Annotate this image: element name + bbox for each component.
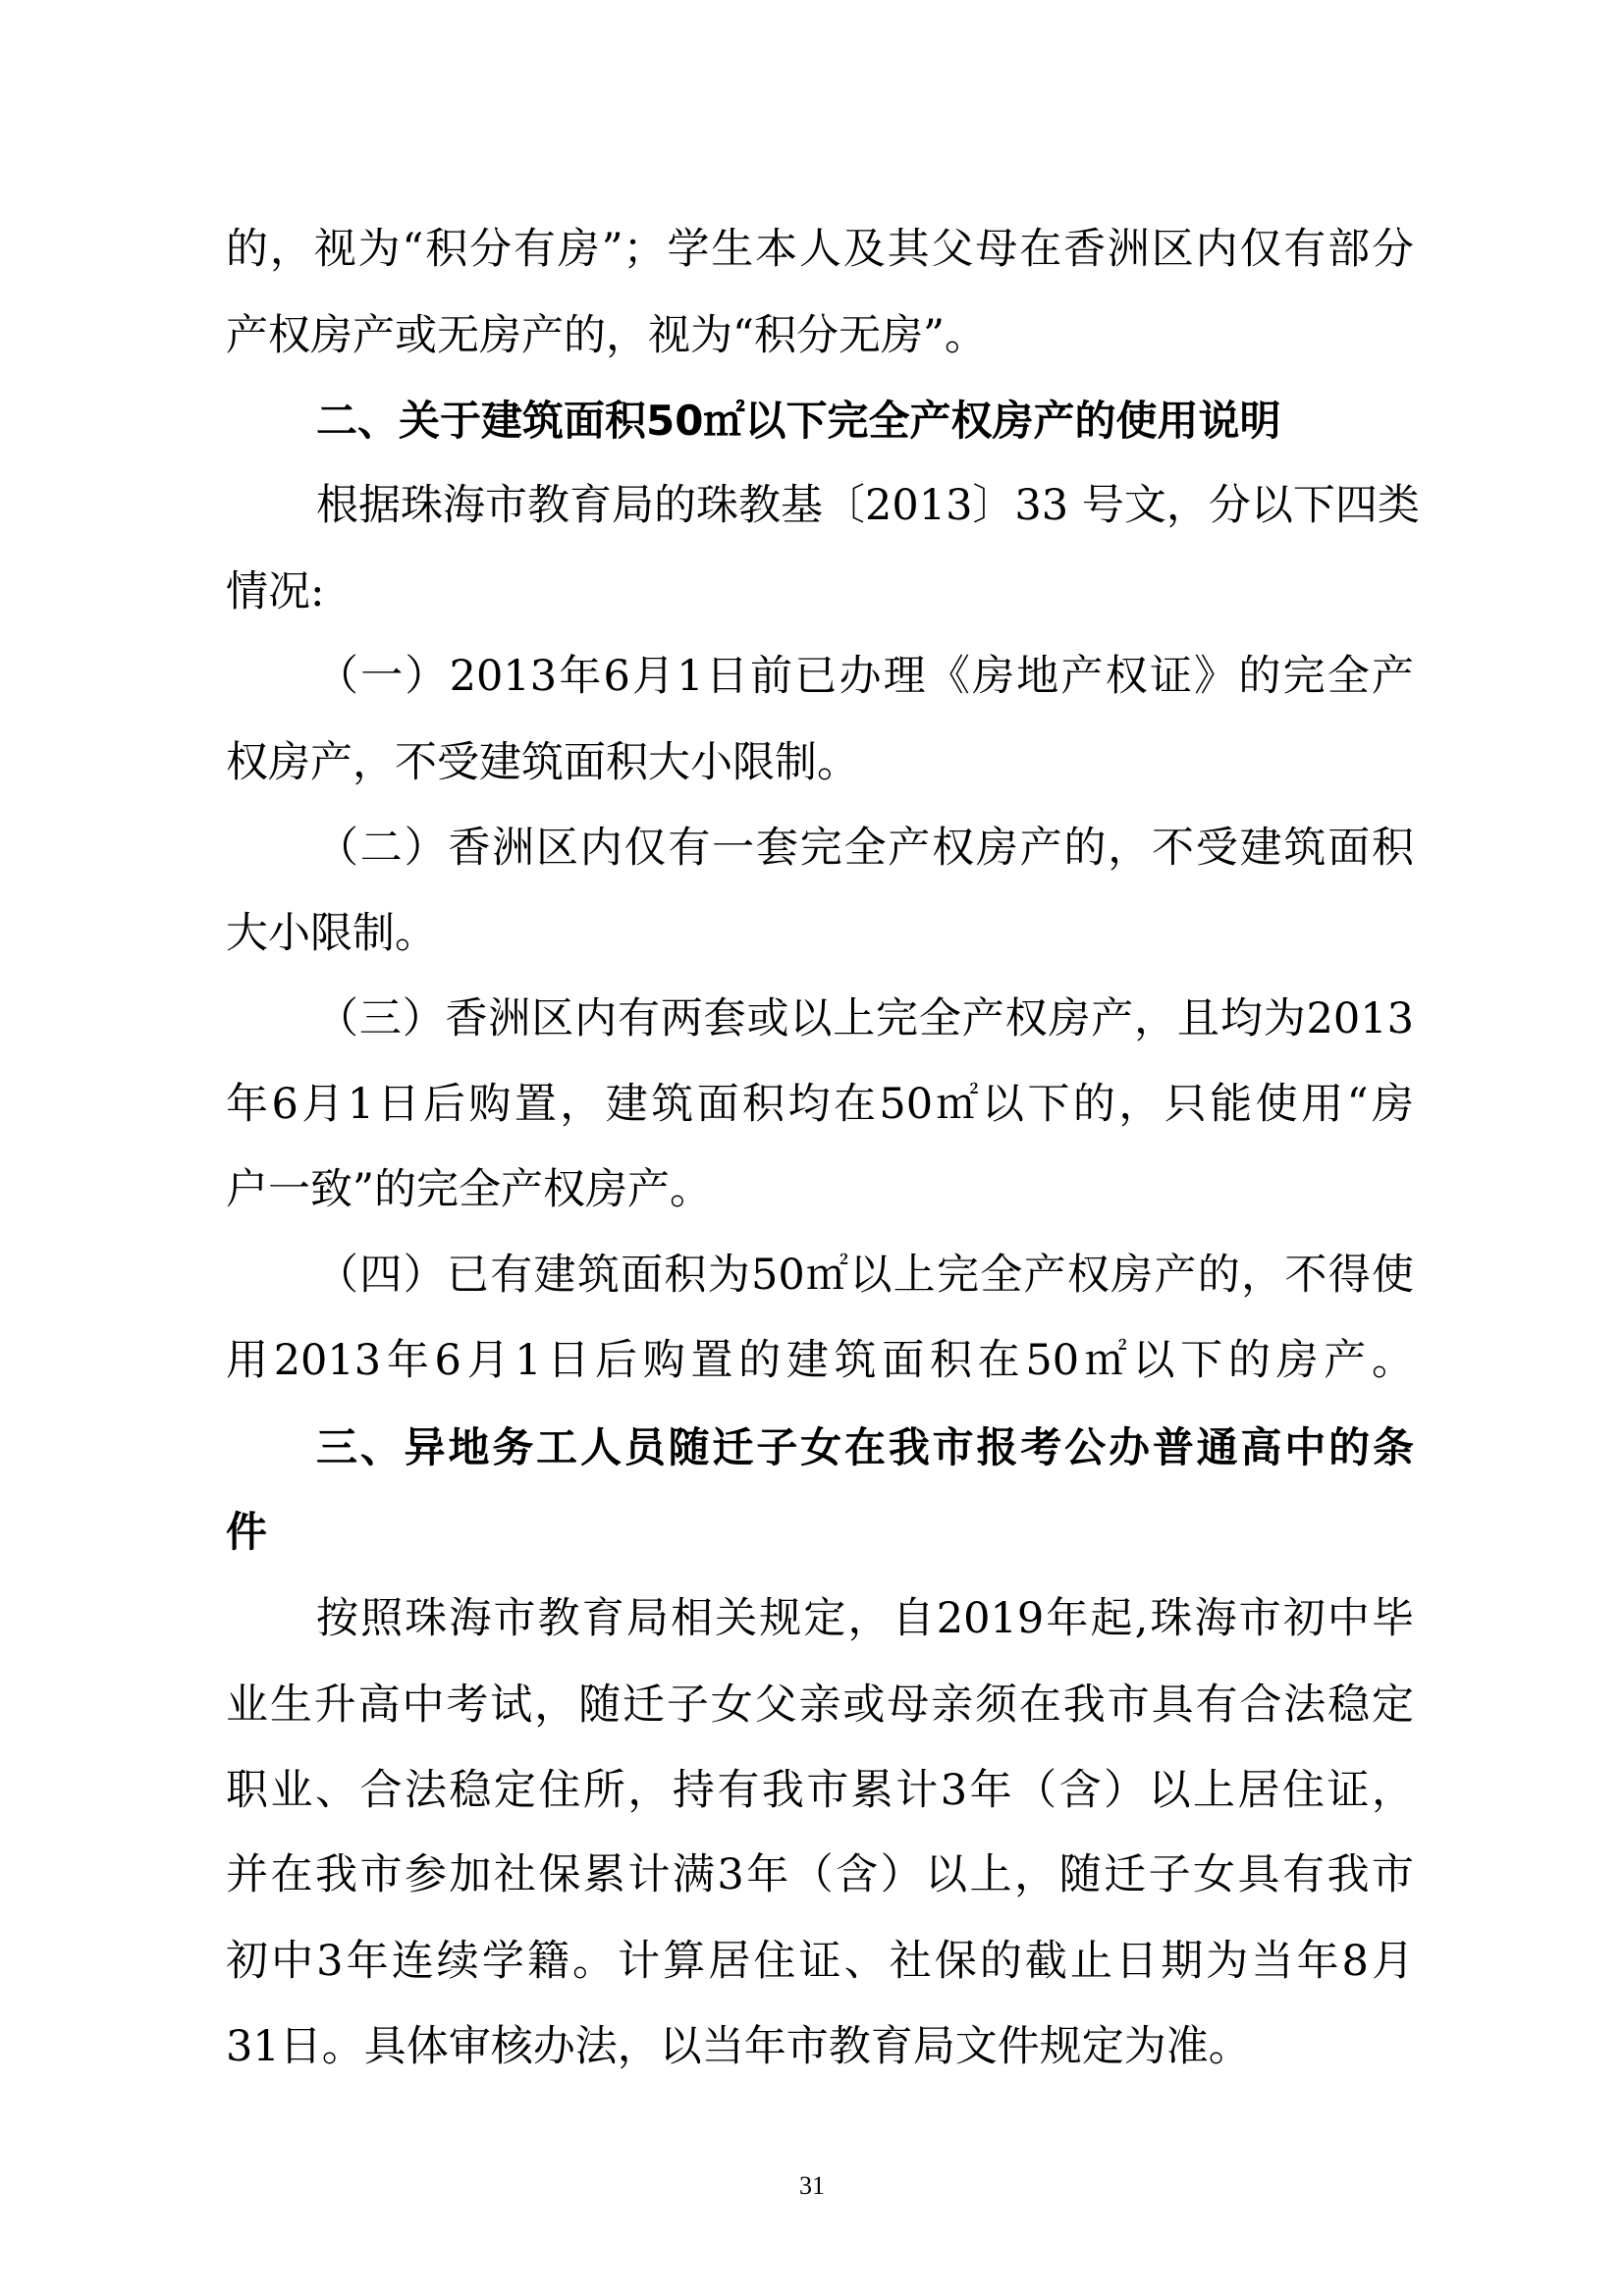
- section-heading-3-continued: 件: [226, 1508, 268, 1556]
- body-text-line: 户一致”的完全产权房产。: [226, 1165, 712, 1214]
- body-text-line: 根据珠海市教育局的珠教基〔2013〕33 号文，分以下四类: [316, 481, 1420, 530]
- section-heading-3: 三、异地务工人员随迁子女在我市报考公办普通高中的条: [316, 1423, 1414, 1471]
- list-item-3: （三）香洲区内有两套或以上完全产权房产，且均为2013: [316, 994, 1414, 1043]
- page-number: 31: [799, 2171, 825, 2200]
- body-text-line: 权房产，不受建筑面积大小限制。: [226, 738, 859, 787]
- body-text-line: 业生升高中考试，随迁子女父亲或母亲须在我市具有合法稳定: [226, 1681, 1414, 1730]
- body-text-line: 情况:: [226, 567, 325, 616]
- body-text-line: 31日。具体审核办法，以当年市教育局文件规定为准。: [226, 2022, 1251, 2071]
- list-item-4: （四）已有建筑面积为50㎡以上完全产权房产的，不得使: [316, 1251, 1414, 1300]
- body-text-line: 大小限制。: [226, 909, 437, 958]
- list-item-1: （一）2013年6月1日前已办理《房地产权证》的完全产: [316, 652, 1414, 701]
- section-heading-2: 二、关于建筑面积50㎡以下完全产权房产的使用说明: [316, 397, 1281, 445]
- body-text-line: 用2013年6月1日后购置的建筑面积在50㎡以下的房产。: [226, 1336, 1414, 1385]
- body-text-line: 产权房产或无房产的，视为“积分无房”。: [226, 311, 987, 360]
- body-text-line: 年6月1日后购置，建筑面积均在50㎡以下的，只能使用“房: [226, 1080, 1414, 1129]
- list-item-2: （二）香洲区内仅有一套完全产权房产的，不受建筑面积: [316, 824, 1414, 873]
- body-text-line: 的，视为“积分有房”；学生本人及其父母在香洲区内仅有部分: [226, 225, 1414, 274]
- body-text-line: 按照珠海市教育局相关规定，自2019年起,珠海市初中毕: [316, 1594, 1414, 1643]
- body-text-line: 初中3年连续学籍。计算居住证、社保的截止日期为当年8月: [226, 1937, 1414, 1986]
- body-text-line: 职业、合法稳定住所，持有我市累计3年（含）以上居住证，: [226, 1766, 1414, 1815]
- body-text-line: 并在我市参加社保累计满3年（含）以上，随迁子女具有我市: [226, 1850, 1414, 1899]
